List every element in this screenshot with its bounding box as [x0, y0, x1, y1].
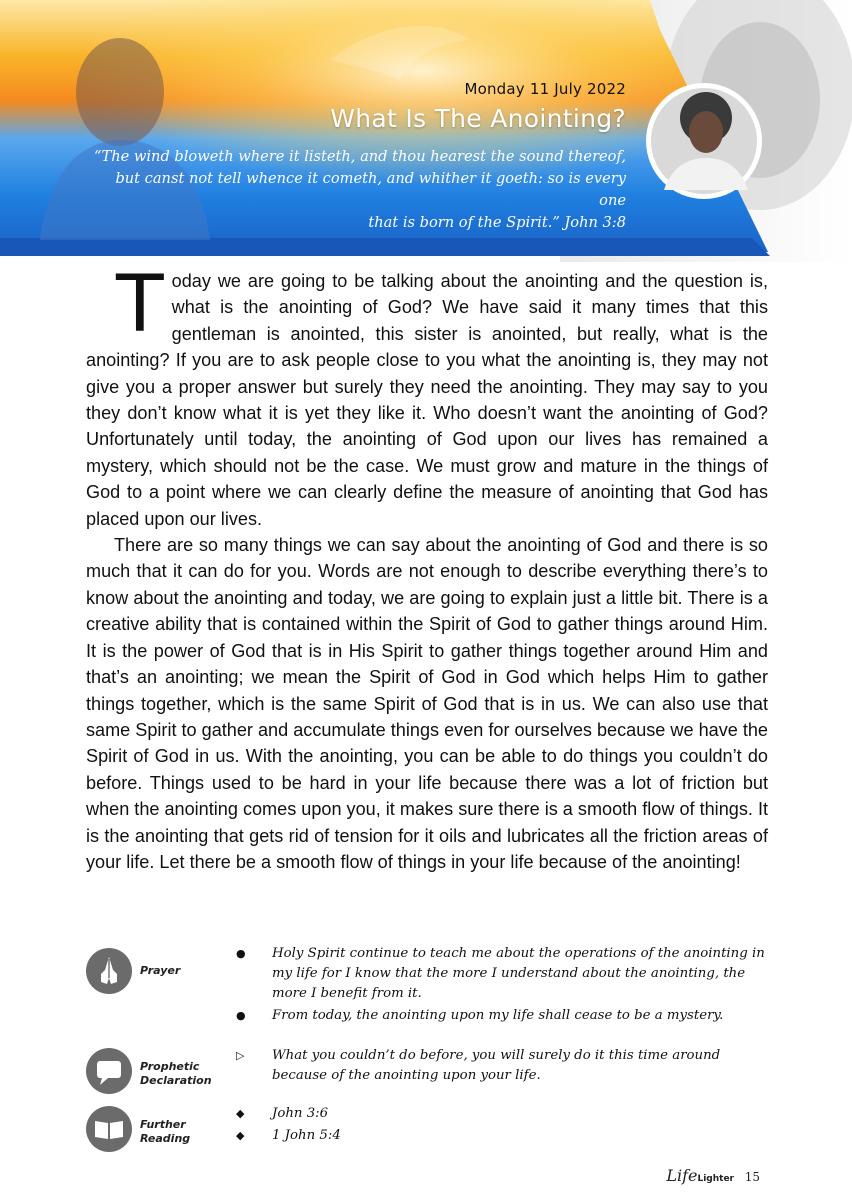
paragraph-2: There are so many things we can say about the anointing of God and there is so much that it can do for you. Words are not enough to describe everything there’s to know about the anointing and today, we are going to explain just a little bit. There is a creative ability that is contained within the Spirit of God to gather things around Him. It is the power of God that is in His Spirit to gather things together around Him and that’s an anointing; we mean the Spirit of God in God which helps Him to gather things together, which is the same Spirit of God that is in us. We can also use that same Spirit to gather and accumulate things even for ourselves because we have the Spirit of God in us. With the anointing, you can be able to do things you couldn’t do before. Things used to be hard in your life because there was a lot of friction but when the anointing comes upon you, it makes sure there is a smooth flow of things. It is the anointing that gets rid of tension for it oils and lubricates all the friction areas of your life. Let there be a smooth flow of things in your life because of the anointing! — [86, 535, 768, 872]
reading-item: ◆ John 3:6 — [236, 1104, 776, 1124]
quote-line-2: but canst not tell whence it cometh, and whither it goeth: so is every one — [115, 170, 626, 209]
quote-line-3: that is born of the Spirit.” John 3:8 — [368, 214, 626, 231]
declaration-label: Prophetic Declaration — [140, 1060, 212, 1087]
prayer-item: ● From today, the anointing upon my life shall cease to be a mystery. — [236, 1006, 776, 1026]
triangle-bullet-icon: ▷ — [236, 1049, 245, 1062]
paragraph-1-text: oday we are going to be talking about the anointing and the question is, what is the anointing of God? We have said it many times that this gentleman is anointed, this sister is anointed, but really, what is the anointing? If you are to ask people close to you what the anointing is, they may not give you a proper answer but surely they need the anointing. They may say to you they don’t know what it is yet they like it. Who doesn’t want the anointing of God? Unfortunately until today, the anointing of God upon our lives has remained a mystery, which should not be the case. We must grow and mature in the things of God to a point where we can clearly define the measure of anointing that God has placed upon our lives. — [86, 271, 768, 529]
devotional-title: What Is The Anointing? — [330, 104, 626, 133]
reading-list — [236, 1104, 776, 1146]
publication-logo: LifeLighter — [666, 1166, 734, 1185]
declaration-item: ▷ What you couldn’t do before, you will surely do it this time around because of the anointing upon your life. — [236, 1048, 721, 1083]
devotional-date: Monday 11 July 2022 — [464, 80, 626, 98]
prayer-section — [86, 944, 776, 1034]
paragraph-1 — [86, 260, 768, 532]
diamond-bullet-icon: ◆ — [236, 1129, 245, 1142]
open-book-icon — [86, 1106, 132, 1152]
praying-hands-icon — [86, 948, 132, 994]
prayer-label: Prayer — [140, 964, 181, 977]
reading-item: ◆ 1 John 5:4 — [236, 1126, 776, 1146]
bullet-dot-icon: ● — [236, 1009, 246, 1022]
article-body — [86, 260, 768, 875]
bullet-dot-icon: ● — [236, 947, 246, 960]
speech-bubble-icon — [86, 1048, 132, 1094]
declaration-section — [86, 1044, 776, 1100]
reading-section — [86, 1102, 776, 1158]
declaration-list — [236, 1046, 776, 1086]
quote-line-1: “The wind bloweth where it listeth, and thou hearest the sound thereof, — [94, 148, 626, 165]
page-number: 15 — [744, 1170, 760, 1184]
diamond-bullet-icon: ◆ — [236, 1107, 245, 1120]
scripture-quote — [86, 146, 626, 234]
prayer-item: ● Holy Spirit continue to teach me about the operations of the anointing in my life for I know that the more I understand about the anointing, the more I benefit from it. — [236, 946, 765, 1001]
prayer-list — [236, 944, 776, 1026]
header-banner — [0, 0, 852, 262]
drop-cap: T — [116, 260, 164, 350]
reading-label: Further Reading — [140, 1118, 191, 1145]
